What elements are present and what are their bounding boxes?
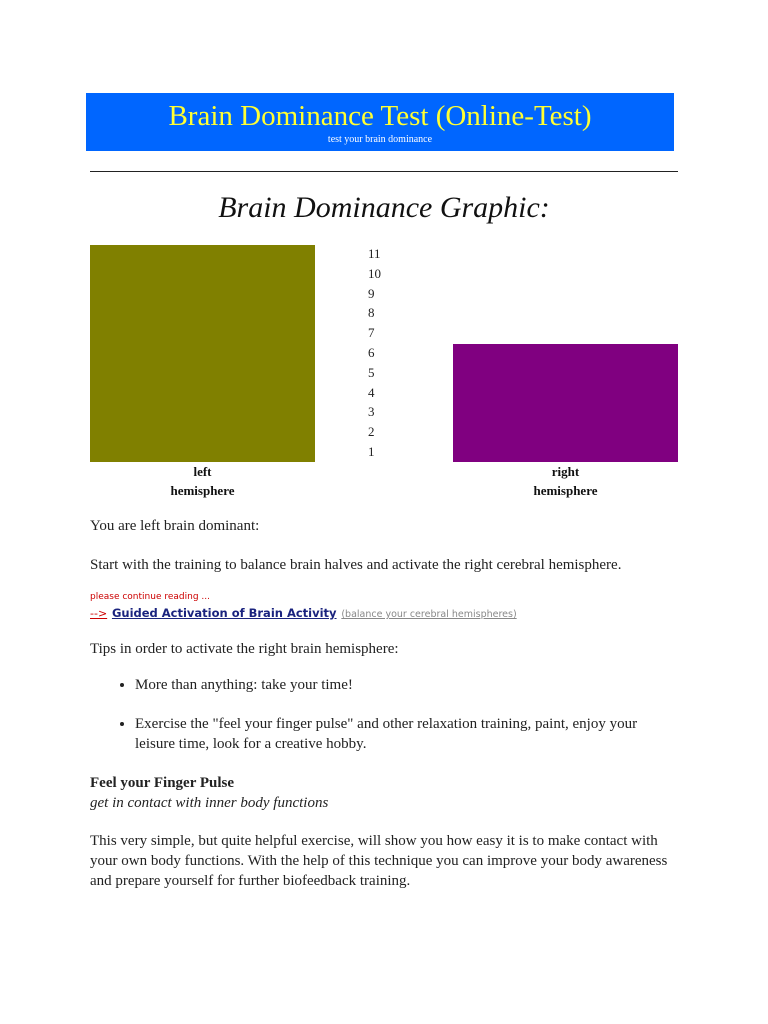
header-banner: [86, 93, 674, 151]
y-tick-label: 2: [368, 424, 375, 440]
exercise-subtitle: get in contact with inner body functions: [90, 795, 329, 811]
result-text: You are left brain dominant:: [90, 518, 260, 534]
y-tick-label: 10: [368, 265, 381, 281]
recommendation-text: Start with the training to balance brain halves and activate the right cerebral hemisphere.: [90, 557, 622, 573]
bar-right-hemisphere: [453, 344, 678, 462]
y-tick-label: 9: [368, 285, 375, 301]
guided-activation-link[interactable]: Guided Activation of Brain Activity: [111, 606, 337, 620]
y-tick-label: 1: [368, 443, 375, 459]
page-title: Brain Dominance Test (Online-Test): [168, 100, 592, 132]
tips-list: [90, 675, 680, 754]
tips-intro: Tips in order to activate the right brain hemisphere:: [90, 641, 399, 657]
y-tick-label: 4: [368, 384, 375, 400]
exercise-title: Feel your Finger Pulse: [90, 775, 235, 791]
graphic-title: Brain Dominance Graphic:: [218, 191, 550, 224]
guided-activation-link-row: [90, 604, 680, 623]
left-label-line2: hemisphere: [170, 483, 235, 498]
y-tick-label: 6: [368, 344, 375, 360]
exercise-description: This very simple, but quite helpful exercise, will show you how easy it is to make contact with your own body functions. With the help of this technique you can improve your body awareness and prepare yourself for further biofeedback training.: [90, 833, 668, 889]
y-tick-label: 11: [368, 246, 381, 261]
y-tick-label: 7: [368, 325, 375, 341]
divider: [90, 171, 678, 172]
left-label-line1: left: [193, 464, 212, 479]
continue-note: please continue reading ...: [90, 592, 210, 602]
right-hemisphere-label: [453, 462, 678, 500]
bar-left-hemisphere: [90, 245, 315, 462]
y-tick-label: 3: [368, 404, 375, 420]
link-arrow[interactable]: -->: [90, 607, 108, 620]
tip-item: • Exercise the "feel your finger pulse" and other relaxation training, paint, enjoy your leisure time, look for a creative hobby.: [135, 714, 680, 754]
balance-hemispheres-link[interactable]: (balance your cerebral hemispheres): [341, 609, 517, 620]
y-tick-label: 8: [368, 305, 375, 321]
y-axis-scale: [368, 244, 398, 462]
right-label-line1: right: [551, 464, 580, 479]
main-content: [90, 516, 680, 891]
tip-item: • More than anything: take your time!: [135, 675, 680, 695]
left-hemisphere-label: [90, 462, 315, 500]
right-label-line2: hemisphere: [533, 483, 598, 498]
page-subtitle: test your brain dominance: [327, 134, 433, 145]
y-tick-label: 5: [368, 364, 375, 380]
